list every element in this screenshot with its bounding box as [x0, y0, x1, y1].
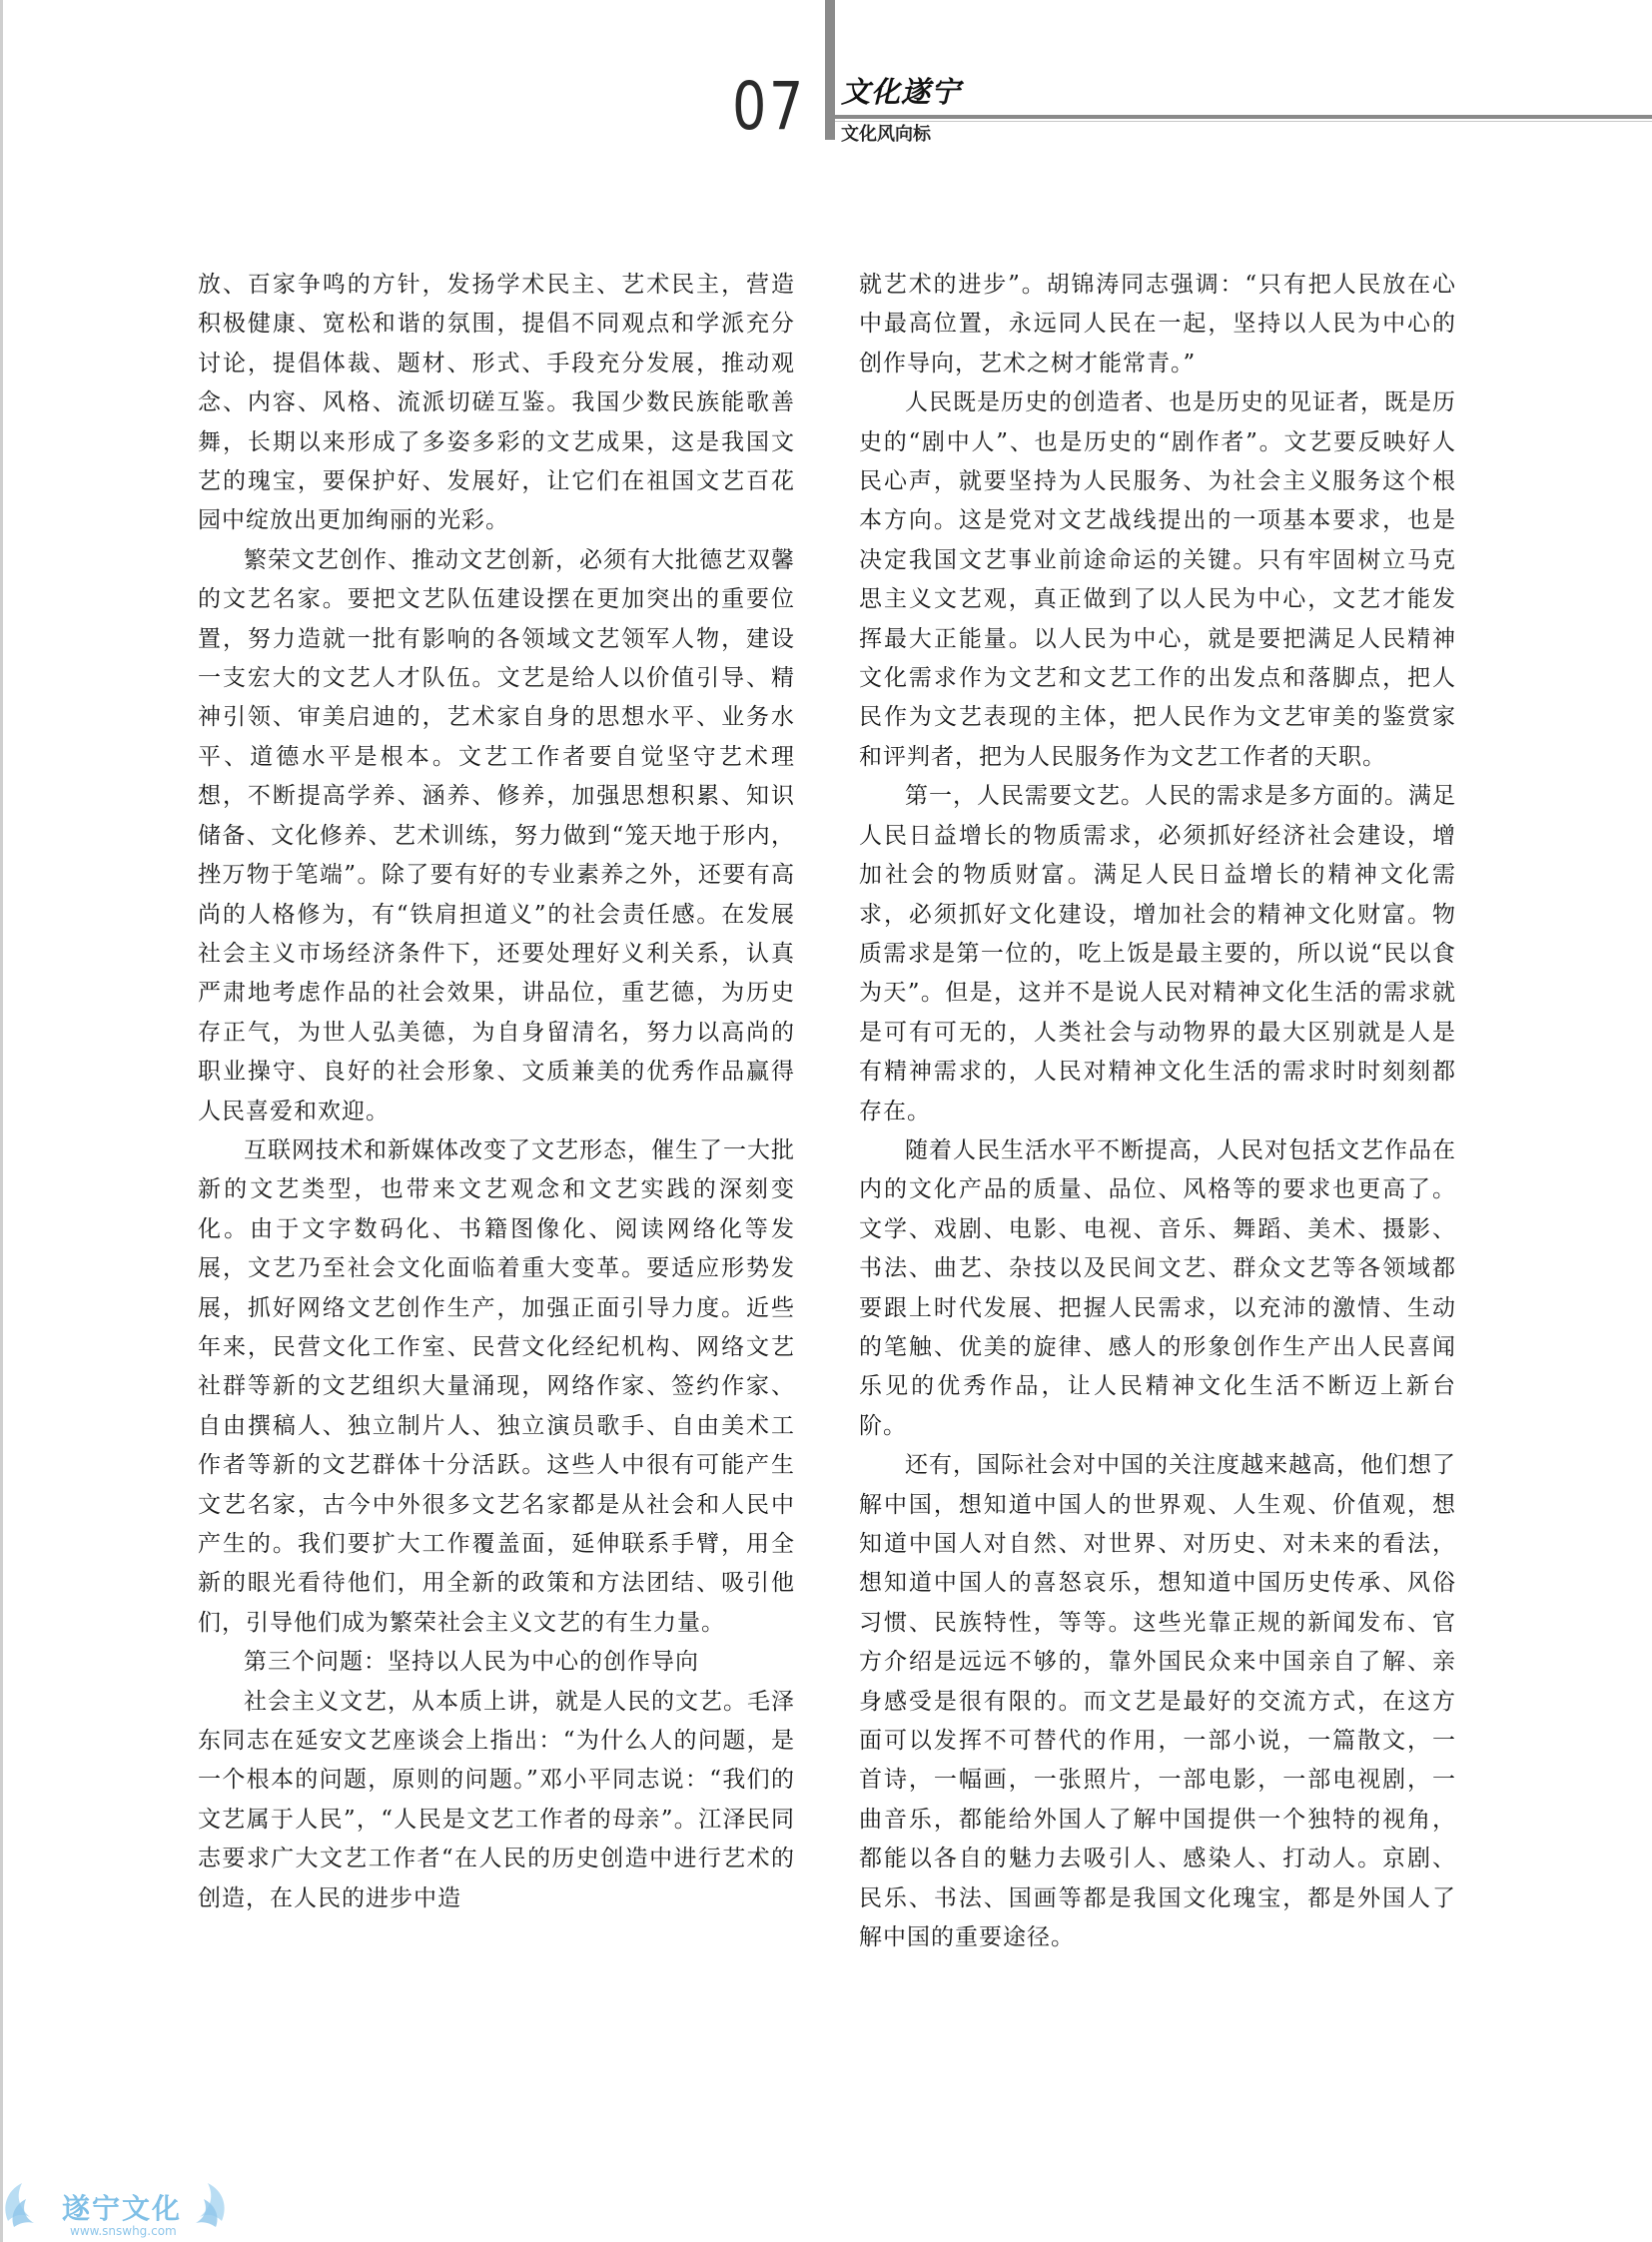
watermark-url: www.snswhg.com [70, 2224, 177, 2238]
page-edge-line [0, 0, 3, 2242]
paragraph: 还有，国际社会对中国的关注度越来越高，他们想了解中国，想知道中国人的世界观、人生观、价值观，想知道中国人对自然、对世界、对历史、对未来的看法，想知道中国人的喜怒哀乐，想知道中国历史传承、风俗习惯、民族特性，等等。这些光靠正规的新闻发布、官方介绍是远远不够的，靠外国民众来中国亲自了解、亲身感受是很有限的。而文艺是最好的交流方式，在这方面可以发挥不可替代的作用，一部小说，一篇散文，一首诗，一幅画，一张照片，一部电影，一部电视剧，一曲音乐，都能给外国人了解中国提供一个独特的视角，都能以各自的魅力去吸引人、感染人、打动人。京剧、民乐、书法、国画等都是我国文化瑰宝，都是外国人了解中国的重要途径。 [859, 1452, 1456, 1951]
page-number: 07 [732, 68, 806, 145]
paragraph: 就艺术的进步”。胡锦涛同志强调：“只有把人民放在心中最高位置，永远同人民在一起，坚持以人民为中心的创作导向，艺术之树才能常青。” [859, 272, 1456, 376]
paragraph: 第一，人民需要文艺。人民的需求是多方面的。满足人民日益增长的物质需求，必须抓好经济社会建设，增加社会的物质财富。满足人民日益增长的精神文化需求，必须抓好文化建设，增加社会的精神文化财富。物质需求是第一位的，吃上饭是最主要的，所以说“民以食为天”。但是，这并不是说人民对精神文化生活的需求就是可有可无的，人类社会与动物界的最大区别就是人是有精神需求的，人民对精神文化生活的需求时时刻刻都存在。 [859, 783, 1456, 1124]
paragraph: 互联网技术和新媒体改变了文艺形态，催生了一大批新的文艺类型，也带来文艺观念和文艺实践的深刻变化。由于文字数码化、书籍图像化、阅读网络化等发展，文艺乃至社会文化面临着重大变革。要适应形势发展，抓好网络文艺创作生产，加强正面引导力度。近些年来，民营文化工作室、民营文化经纪机构、网络文艺社群等新的文艺组织大量涌现，网络作家、签约作家、自由撰稿人、独立制片人、独立演员歌手、自由美术工作者等新的文艺群体十分活跃。这些人中很有可能产生文艺名家，古今中外很多文艺名家都是从社会和人民中产生的。我们要扩大工作覆盖面，延伸联系手臂，用全新的眼光看待他们，用全新的政策和方法团结、吸引他们，引导他们成为繁荣社会主义文艺的有生力量。 [198, 1136, 795, 1636]
section-title: 文化遂宁 [841, 75, 962, 109]
paragraph: 放、百家争鸣的方针，发扬学术民主、艺术民主，营造积极健康、宽松和谐的氛围，提倡不同观点和学派充分讨论，提倡体裁、题材、形式、手段充分发展，推动观念、内容、风格、流派切磋互鉴。我国少数民族能歌善舞，长期以来形成了多姿多彩的文艺成果，这是我国文艺的瑰宝，要保护好、发展好，让它们在祖国文艺百花园中绽放出更加绚丽的光彩。 [198, 272, 795, 534]
header-divider-horizontal [835, 115, 1652, 119]
paragraph: 繁荣文艺创作、推动文艺创新，必须有大批德艺双馨的文艺名家。要把文艺队伍建设摆在更加突出的重要位置，努力造就一批有影响的各领域文艺领军人物，建设一支宏大的文艺人才队伍。文艺是给人以价值引导、精神引领、审美启迪的，艺术家自身的思想水平、业务水平、道德水平是根本。文艺工作者要自觉坚守艺术理想，不断提高学养、涵养、修养，加强思想积累、知识储备、文化修养、艺术训练，努力做到“笼天地于形内，挫万物于笔端”。除了要有好的专业素养之外，还要有高尚的人格修为，有“铁肩担道义”的社会责任感。在发展社会主义市场经济条件下，还要处理好义利关系，认真严肃地考虑作品的社会效果，讲品位，重艺德，为历史存正气，为世人弘美德，为自身留清名，努力以高尚的职业操守、良好的社会形象、文质兼美的优秀作品赢得人民喜爱和欢迎。 [198, 546, 795, 1124]
section-subtitle: 文化风向标 [841, 124, 931, 145]
article-column-left [198, 266, 795, 1918]
paragraph: 随着人民生活水平不断提高，人民对包括文艺作品在内的文化产品的质量、品位、风格等的要求也更高了。文学、戏剧、电影、电视、音乐、舞蹈、美术、摄影、书法、曲艺、杂技以及民间文艺、群众文艺等各领域都要跟上时代发展、把握人民需求，以充沛的激情、生动的笔触、优美的旋律、感人的形象创作生产出人民喜闻乐见的优秀作品，让人民精神文化生活不断迈上新台阶。 [859, 1136, 1456, 1439]
watermark-logo-text: 遂宁文化 [62, 2192, 183, 2225]
header-divider-horizontal-thin [835, 121, 1652, 122]
paragraph: 人民既是历史的创造者、也是历史的见证者，既是历史的“剧中人”、也是历史的“剧作者”。文艺要反映好人民心声，就要坚持为人民服务、为社会主义服务这个根本方向。这是党对文艺战线提出的一项基本要求，也是决定我国文艺事业前途命运的关键。只有牢固树立马克思主义文艺观，真正做到了以人民为中心，文艺才能发挥最大正能量。以人民为中心，就是要把满足人民精神文化需求作为文艺和文艺工作的出发点和落脚点，把人民作为文艺表现的主体，把人民作为文艺审美的鉴赏家和评判者，把为人民服务作为文艺工作者的天职。 [859, 389, 1456, 770]
section-heading: 第三个问题：坚持以人民为中心的创作导向 [244, 1649, 699, 1676]
header-divider-vertical [825, 0, 835, 140]
article-column-right [859, 266, 1456, 1957]
paragraph: 社会主义文艺，从本质上讲，就是人民的文艺。毛泽东同志在延安文艺座谈会上指出：“为什么人的问题，是一个根本的问题，原则的问题。”邓小平同志说：“我们的文艺属于人民”，“人民是文艺工作者的母亲”。江泽民同志要求广大文艺工作者“在人民的历史创造中进行艺术的创造，在人民的进步中造 [198, 1688, 795, 1911]
